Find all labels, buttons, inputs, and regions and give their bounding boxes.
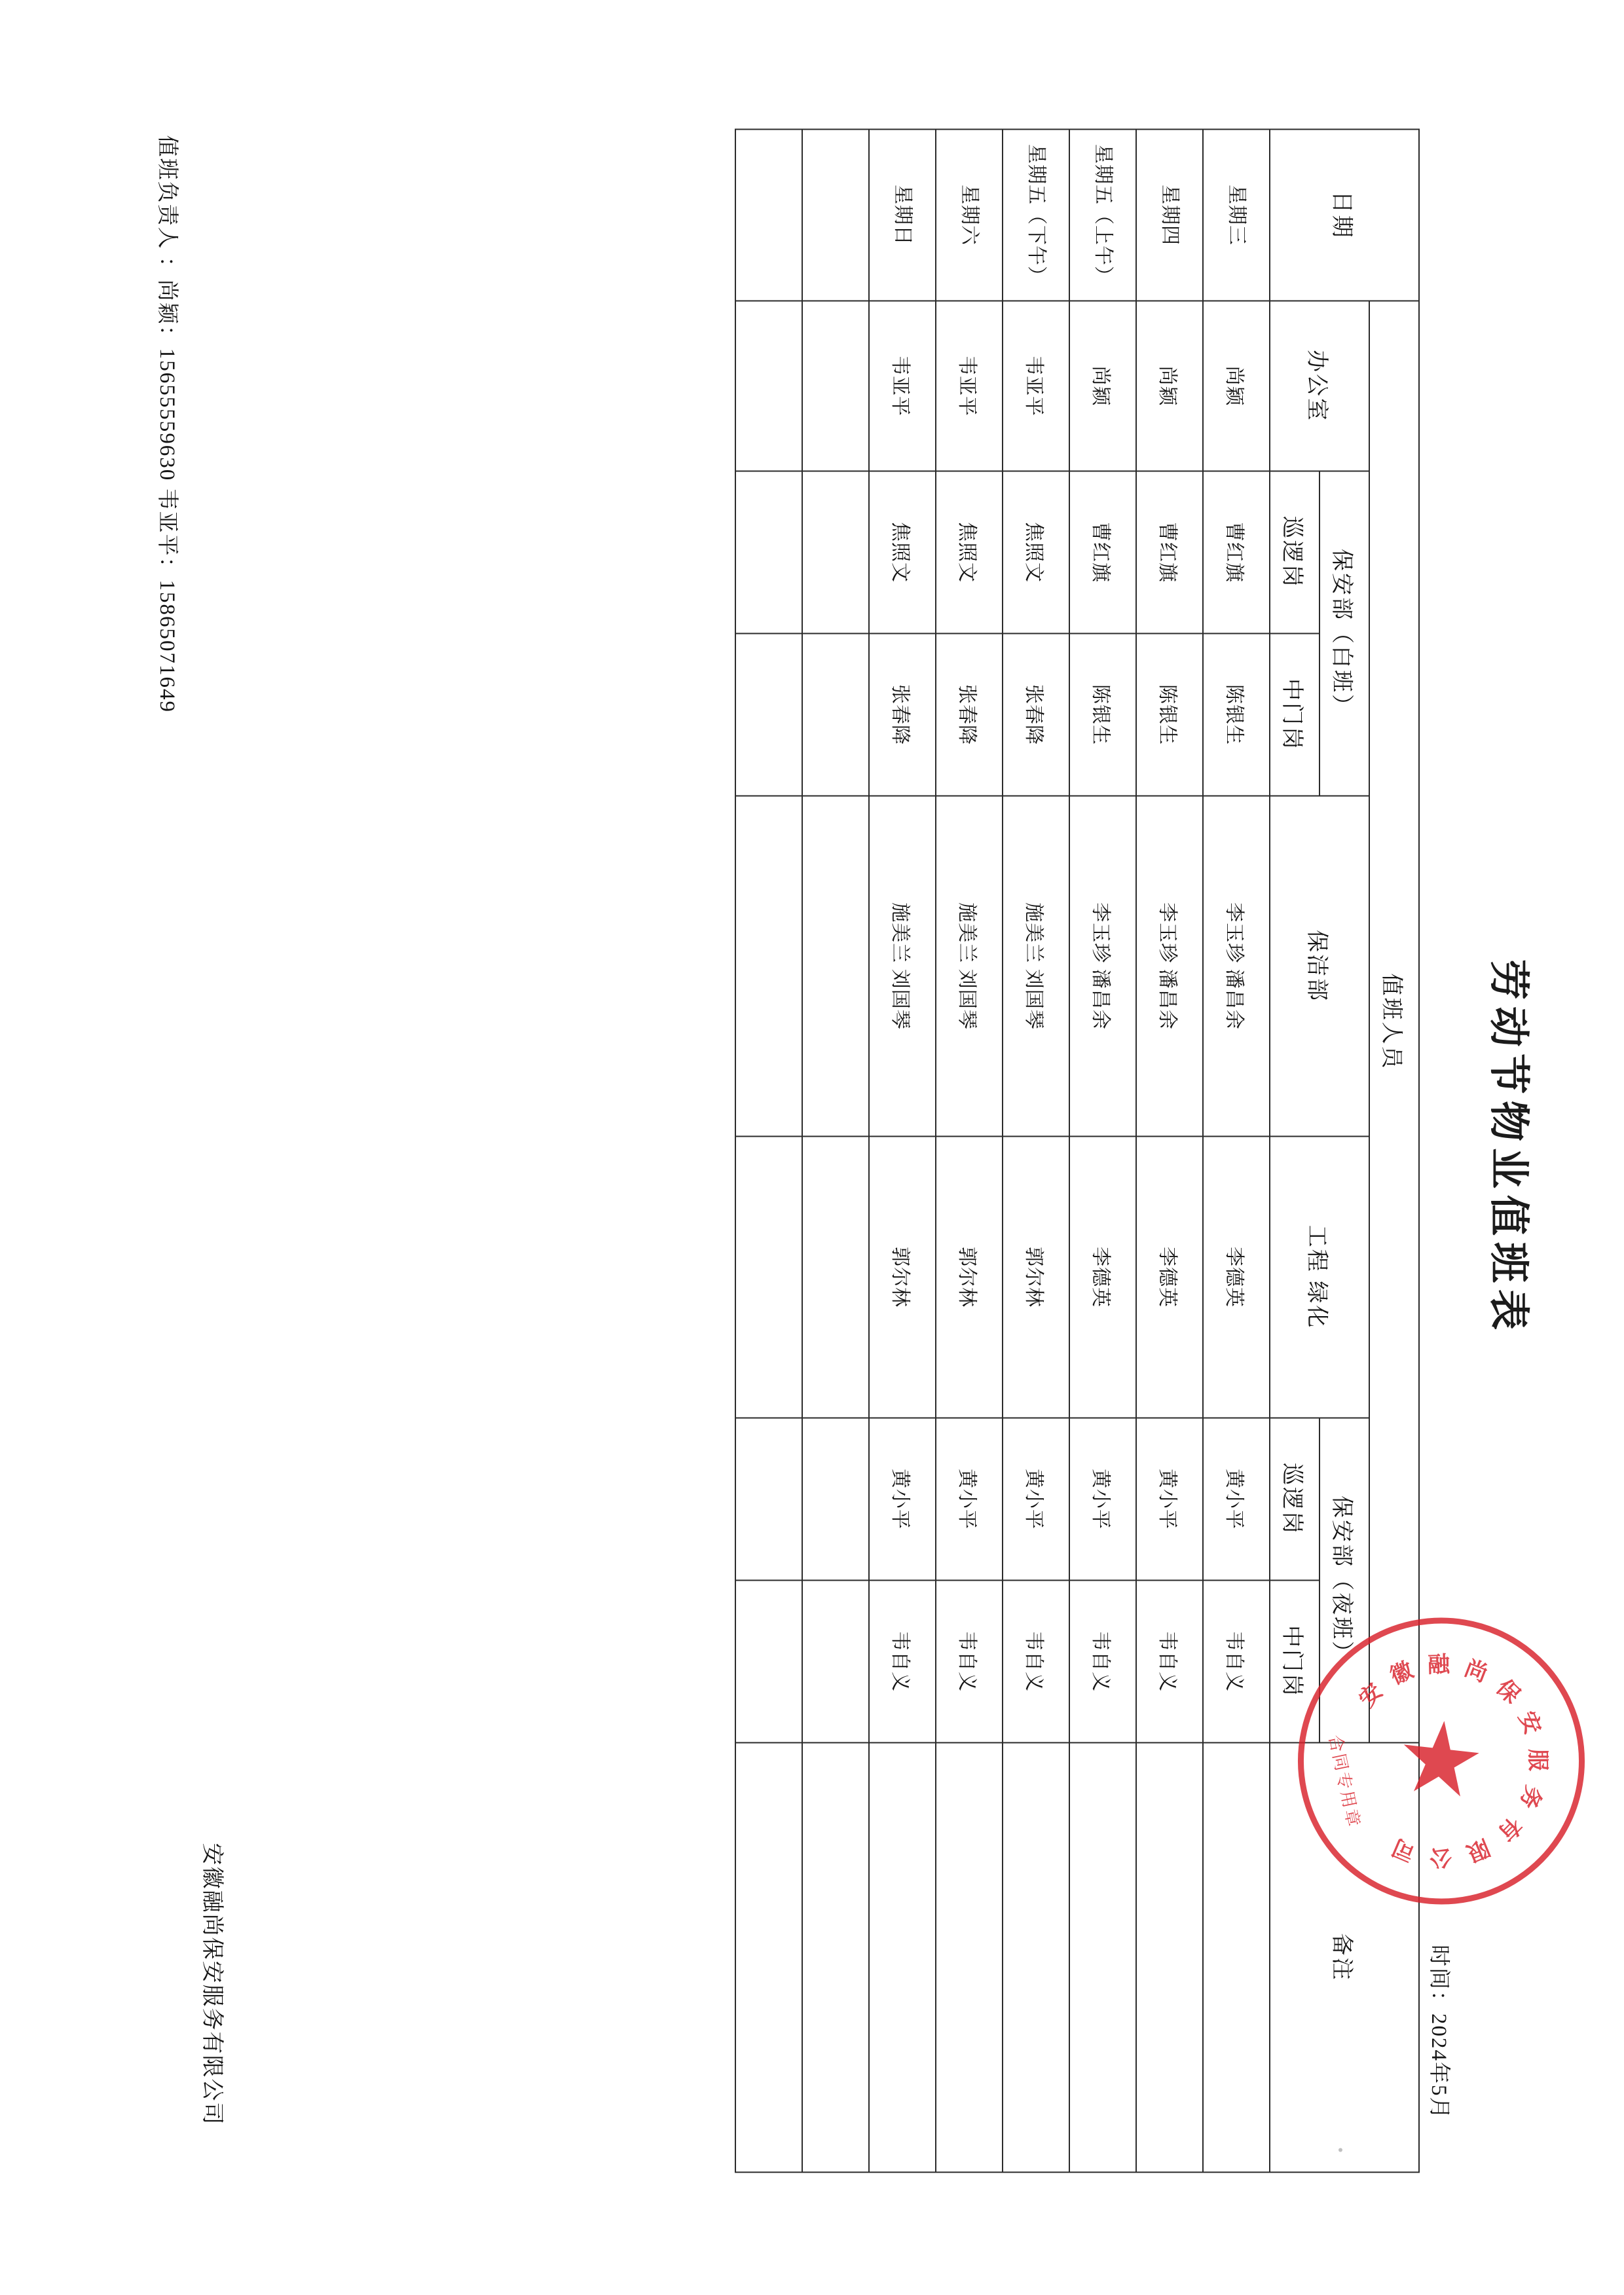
cell-note [802,1742,869,2172]
header-night-middle-gate-post: 中门岗 [1270,1580,1320,1742]
header-day-middle-gate-post: 中门岗 [1270,633,1320,796]
cell-cleaning [735,796,802,1136]
cell-office: 尚颖 [1203,301,1270,471]
cell-note [1069,1742,1136,2172]
cell-date: 星期五（上午） [1069,129,1136,301]
cell-office [802,301,869,471]
cell-engineering: 李德英 [1203,1136,1270,1418]
cell-night-patrol: 黄小平 [1003,1418,1069,1580]
cell-note [936,1742,1003,2172]
header-night-patrol-post: 巡逻岗 [1270,1418,1320,1580]
cell-cleaning: 施美兰 刘国琴 [936,796,1003,1136]
cell-cleaning [802,796,869,1136]
cell-day-patrol: 曹红旗 [1136,471,1203,633]
cell-day-patrol [802,471,869,633]
table-row [936,129,1003,2172]
cell-date: 星期六 [936,129,1003,301]
cell-night-gate: 韦自义 [1203,1580,1270,1742]
header-day-patrol-post: 巡逻岗 [1270,471,1320,633]
cell-day-patrol: 焦照文 [869,471,936,633]
header-security-day: 保安部（白班） [1320,471,1369,796]
cell-office: 尚颖 [1136,301,1203,471]
cell-night-gate: 韦自义 [869,1580,936,1742]
cell-date: 星期三 [1203,129,1270,301]
scan-blemish [1338,2148,1342,2152]
cell-note [1136,1742,1203,2172]
cell-day-patrol: 曹红旗 [1069,471,1136,633]
cell-day-patrol [735,471,802,633]
table-row [1136,129,1203,2172]
cell-note [735,1742,802,2172]
cell-night-patrol: 黄小平 [936,1418,1003,1580]
header-staff-group: 值班人员 [1369,301,1419,1742]
seal-arc-text: 安 徽 融 尚 保 安 服 务 有 限 公 司 [1354,1652,1550,1869]
cell-day-gate [802,633,869,796]
table-row [1069,129,1136,2172]
cell-night-patrol [735,1418,802,1580]
cell-cleaning: 李玉珍 潘昌余 [1136,796,1203,1136]
cell-day-gate: 张春降 [869,633,936,796]
table-row [1203,129,1270,2172]
page-title: 劳动节物业值班表 [1486,959,1530,1336]
cell-date [802,129,869,301]
cell-day-gate [735,633,802,796]
cell-night-gate: 韦自义 [1069,1580,1136,1742]
cell-cleaning: 施美兰 刘国琴 [1003,796,1069,1136]
cell-night-patrol: 黄小平 [869,1418,936,1580]
cell-engineering: 郭尔林 [936,1136,1003,1418]
footer-contacts: 值班负责人 ：尚颖：15655559630 韦亚平：15865071649 [155,135,179,713]
cell-day-gate: 陈银生 [1136,633,1203,796]
cell-day-gate: 陈银生 [1069,633,1136,796]
cell-night-patrol: 黄小平 [1069,1418,1136,1580]
header-security-night: 保安部（夜班） [1320,1418,1369,1742]
table-row [802,129,869,2172]
cell-day-patrol: 曹红旗 [1203,471,1270,633]
cell-night-gate: 韦自义 [1003,1580,1069,1742]
cell-day-gate: 张春降 [936,633,1003,796]
cell-office: 韦亚平 [1003,301,1069,471]
cell-note [1003,1742,1069,2172]
duty-table [735,128,1420,2173]
cell-night-patrol [802,1418,869,1580]
table-row [735,129,802,2172]
header-cleaning: 保洁部 [1270,796,1369,1136]
cell-day-patrol: 焦照文 [936,471,1003,633]
cell-engineering: 李德英 [1136,1136,1203,1418]
cell-night-gate: 韦自义 [936,1580,1003,1742]
cell-engineering: 李德英 [1069,1136,1136,1418]
cell-date [735,129,802,301]
header-date: 日期 [1270,129,1419,301]
table-header-row-1 [1369,129,1419,2172]
table-row [869,129,936,2172]
cell-day-gate: 张春降 [1003,633,1069,796]
cell-note [869,1742,936,2172]
header-engineering-greening: 工程 绿化 [1270,1136,1369,1418]
cell-night-patrol: 黄小平 [1203,1418,1270,1580]
cell-engineering: 郭尔林 [1003,1136,1069,1418]
cell-cleaning: 李玉珍 潘昌余 [1203,796,1270,1136]
time-label: 时间：2024年5月 [1427,1944,1450,2120]
cell-office: 韦亚平 [869,301,936,471]
seal-bottom-text: 合同专用章 [1325,1733,1364,1830]
cell-night-gate [735,1580,802,1742]
cell-engineering: 郭尔林 [869,1136,936,1418]
cell-date: 星期四 [1136,129,1203,301]
footer-company-name: 安徽融尚保安服务有限公司 [200,1843,224,2125]
cell-engineering [802,1136,869,1418]
cell-night-patrol: 黄小平 [1136,1418,1203,1580]
cell-day-gate: 陈银生 [1203,633,1270,796]
cell-office: 韦亚平 [936,301,1003,471]
cell-note [1203,1742,1270,2172]
cell-date: 星期五（下午） [1003,129,1069,301]
header-note: 备注 [1270,1742,1419,2172]
cell-date: 星期日 [869,129,936,301]
cell-cleaning: 施美兰 刘国琴 [869,796,936,1136]
cell-office [735,301,802,471]
cell-office: 尚颖 [1069,301,1136,471]
cell-night-gate: 韦自义 [1136,1580,1203,1742]
cell-cleaning: 李玉珍 潘昌余 [1069,796,1136,1136]
header-office: 办公室 [1270,301,1369,471]
cell-night-gate [802,1580,869,1742]
cell-engineering [735,1136,802,1418]
table-row [1003,129,1069,2172]
cell-day-patrol: 焦照文 [1003,471,1069,633]
